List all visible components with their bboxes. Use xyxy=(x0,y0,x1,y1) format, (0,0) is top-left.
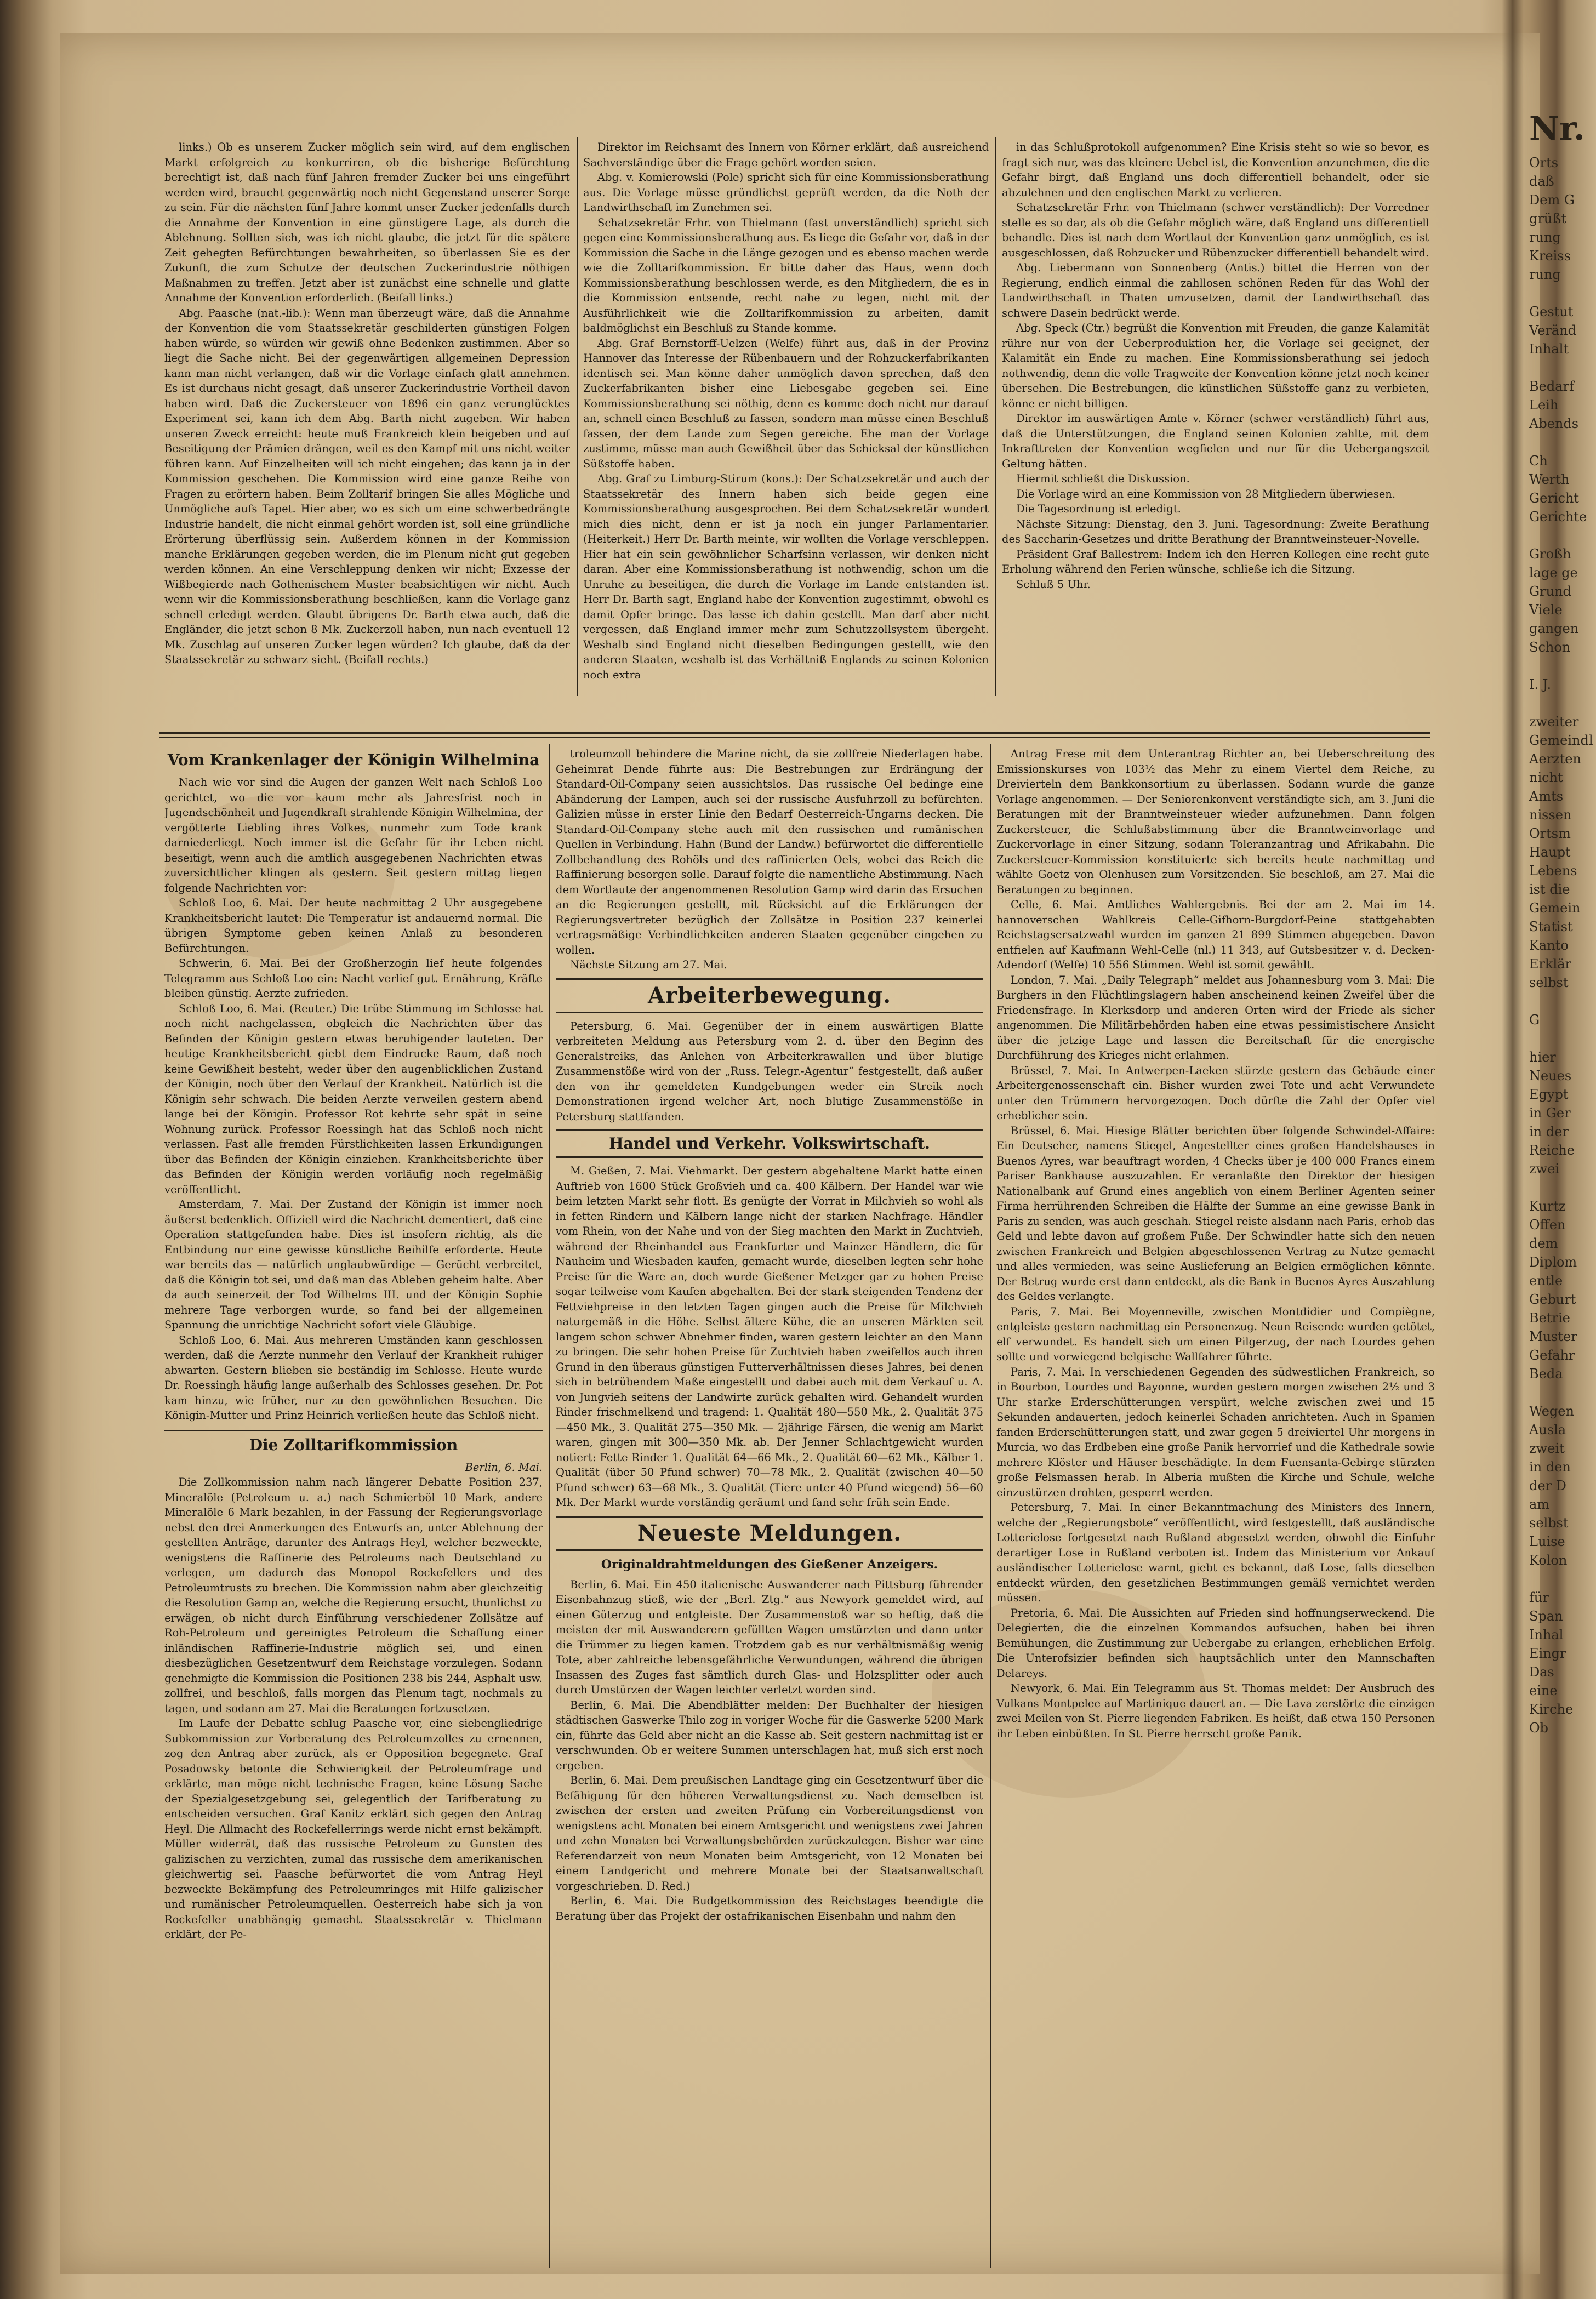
facing-page-line: Gerichte xyxy=(1529,509,1587,524)
facing-page-line: gangen xyxy=(1529,621,1579,636)
facing-page-line: Schon xyxy=(1529,640,1571,655)
news-paragraph: Nach wie vor sind die Augen der ganzen Welt nach Schloß Loo gerichtet, wo die vor kaum mehr als Jahresfrist noch in Jugendschönheit und Jugendkraft strahlende Königin Wilhelmina, der vergötterte Liebling ihres Volkes, nunmehr zum Tode krank darniederliegt. Noch immer ist die Gefahr für ihr Leben nicht beseitigt, wenn auch die amtlich ausgegebenen Nachrichten etwas zuversichtlicher klingen als gestern. Seit gestern mittag liegen folgende Nachrichten vor: xyxy=(164,776,543,894)
news-paragraph: Berlin, 6. Mai. Ein 450 italienische Auswanderer nach Pittsburg führender Eisenbahnzug stieß, wie der „Berl. Ztg.“ aus Newyork gemeldet wird, auf einen Güterzug und entgleiste. Der Zusammenstoß war so heftig, daß die meisten der mit Auswanderern gefüllten Wagen umstürzten und dann unter die Trümmer zu liegen kamen. Trotzdem gab es nur verhältnismäßig wenig Tote, aber zahlreiche lebensgefährliche Verwundungen, während die übrigen Insassen des Zuges fast sämtlich durch Glas- und Holzsplitter oder auch durch Umstürzen der Wagen leichter verletzt worden sind. xyxy=(556,1578,983,1696)
report-paragraph: in das Schlußprotokoll aufgenommen? Eine Krisis steht so wie so bevor, es fragt sich nur, was das kleinere Uebel ist, die Konvention anzunehmen, die die Gefahr birgt, daß England uns doch differentiell behandelt, oder sie abzulehnen und den englischen Markt zu verlieren. xyxy=(1002,141,1429,199)
facing-page-line xyxy=(1529,992,1596,1011)
facing-page-line: Leih xyxy=(1529,397,1559,413)
facing-page-line: in der xyxy=(1529,1124,1569,1139)
report-paragraph: Schatzsekretär Frhr. von Thielmann (schwer verständlich): Der Vorredner stelle es so dar, als ob die Gefahr möglich wäre, daß England uns differentiell behandle. Dies ist nach dem Wortlaut der Konvention ganz unmöglich, es ist ausgeschlossen, daß Rohzucker und Rübenzucker differentiell behandelt wird. xyxy=(1002,201,1429,259)
news-paragraph: Pretoria, 6. Mai. Die Aussichten auf Frieden sind hoffnungserweckend. Die Delegierten, die die einzelnen Kommandos aufsuchen, haben bei ihren Bemühungen, die Zustimmung zur Uebergabe zu erlangen, erheblichen Erfolg. Die Unterofsizier befinden sich hauptsächlich unter den Mannschaften Delareys. xyxy=(996,1606,1435,1680)
column-rule xyxy=(995,137,996,696)
report-paragraph: links.) Ob es unserem Zucker möglich sein wird, auf dem englischen Markt erfolgreich zu konkurriren, ob die bisherige Befürchtung berechtigt ist, daß nach fünf Jahren fremder Zucker bei uns eingeführt werden wird, braucht gegenwärtig noch nicht Gegenstand unserer Sorge zu sein. Für die nächsten fünf Jahre kommt unser Zucker jedenfalls durch die Annahme der Konvention in eine günstigere Lage, als durch die Ablehnung. Sollten sich, was ich nicht glaube, die jetzt für die spätere Zeit gehegten Befürchtungen bewahrheiten, so überlassen Sie es der Zukunft, die zum Schutze der deutschen Zuckerindustrie nöthigen Maßnahmen zu treffen. Jetzt aber ist zunächst eine schnelle und glatte Annahme der Konvention erforderlich. (Beifall links.) xyxy=(164,141,570,304)
facing-page-line: Abends xyxy=(1529,416,1579,431)
facing-page-line xyxy=(1529,1383,1596,1402)
facing-page-line: der D xyxy=(1529,1478,1566,1493)
facing-page-line: Inhalt xyxy=(1529,341,1569,357)
headline-neueste-meldungen: Neueste Meldungen. xyxy=(556,1516,983,1551)
facing-page-line: Kolon xyxy=(1529,1553,1568,1568)
news-paragraph: Berlin, 6. Mai. Die Abendblätter melden: Der Buchhalter der hiesigen städtischen Gaswerke Thilo zog in voriger Woche für die Gaswerke 5200 Mark ein, führte das Geld aber nicht an die Kasse ab. Seit gestern nachmittag ist er verschwunden. Ob er weitere Summen unterschlagen hat, muß sich erst noch ergeben. xyxy=(556,1698,983,1772)
news-paragraph: Nächste Sitzung am 27. Mai. xyxy=(570,959,727,971)
news-paragraph: Paris, 7. Mai. Bei Moyenneville, zwischen Montdidier und Compiègne, entgleiste gestern nachmittag ein Personenzug. Neun Reisende wurden getötet, elf verwundet. Es handelt sich um einen Pilgerzug, der nach Lourdes gehen sollte und vorwiegend belgische Wallfahrer führte. xyxy=(996,1305,1435,1363)
headline-handel-verkehr: Handel und Verkehr. Volkswirtschaft. xyxy=(556,1129,983,1158)
facing-page-line: Statist xyxy=(1529,919,1573,934)
top-column-2 xyxy=(583,140,989,693)
facing-page-line: Diplom xyxy=(1529,1254,1577,1270)
news-paragraph: Brüssel, 6. Mai. Hiesige Blätter berichten über folgende Schwindel-Affaire: Ein Deutscher, namens Stiegel, Angestellter eines großen Handelshauses in Buenos Ayres, war beauftragt worden, 4 Checks über je 400 000 Francs einem Pariser Bankhause auszuzahlen. Er veranlaßte den Direktor der hiesigen Nationalbank auf Grund eines angeblich von einem Berliner Agenten seiner Firma herrührenden Schreiben die Hälfte der Summe an eine gewisse Bank in Paris zu senden, was auch geschah. Stiegel reiste alsdann nach Paris, erhob das Geld und lebte davon auf großem Fuße. Der Schwindler hatte sich den neuen zwischen Frankreich und Belgien abgeschlossenen Vertrag zu Nutze gemacht und alles vermieden, was seine Auslieferung an Belgien ermöglichen könnte. Der Betrug wurde erst dann entdeckt, als die Bank in Buenos Ayres Auszahlung des Geldes verlangte. xyxy=(996,1124,1435,1303)
facing-page-line: Span xyxy=(1529,1608,1563,1624)
headline-zolltarifkommission: Die Zolltarifkommission xyxy=(249,1435,458,1454)
facing-page-line xyxy=(1529,694,1596,712)
news-paragraph: Schloß Loo, 6. Mai. Der heute nachmittag 2 Uhr ausgegebene Krankheitsbericht lautet: Die Temperatur ist andauernd normal. Die übrigen Symptome geben keinen Anlaß zu besonderen Befürchtungen. xyxy=(164,897,543,955)
facing-page-line: Viele xyxy=(1529,602,1563,618)
report-paragraph: Abg. Liebermann von Sonnenberg (Antis.) bittet die Herren von der Regierung, endlich einmal die zahllosen schönen Reden für das Wohl der Landwirthschaft in Thaten umzusetzen, damit der Landwirthschaft das schwere Dasein bedrückt werde. xyxy=(1002,261,1429,320)
report-paragraph: Direktor im Reichsamt des Innern von Körner erklärt, daß ausreichend Sachverständige über die Frage gehört worden seien. xyxy=(583,141,989,169)
facing-page-line: Eingr xyxy=(1529,1646,1566,1661)
facing-page-line xyxy=(1529,1570,1596,1588)
facing-page-line xyxy=(1529,284,1596,303)
news-paragraph: Amsterdam, 7. Mai. Der Zustand der Königin ist immer noch äußerst bedenklich. Offiziell wird die Nachricht dementiert, daß eine Operation stattgefunden habe. Dies ist insofern richtig, als die Entbindung nur eine gewisse künstliche Beihilfe erforderte. Heute war bereits das — natürlich unglaubwürdige — Gerücht verbreitet, daß die Königin tot sei, und daß man das Ableben geheim halte. Aber da auch seinerzeit der Tod Wilhelms III. und der Königin Sophie mehrere Tage verborgen wurde, so fand bei der allgemeinen Spannung die unrichtige Nachricht sofort viele Gläubige. xyxy=(164,1198,543,1331)
facing-page-line: Gemeindl xyxy=(1529,733,1593,748)
report-paragraph: Abg. Paasche (nat.-lib.): Wenn man überzeugt wäre, daß die Annahme der Konvention die vom Staatssekretär geschilderten günstigen Folgen haben würde, so würden wir gewiß ohne Bedenken zustimmen. Aber so liegt die Sache nicht. Bei der gegenwärtigen allgemeinen Depression kann man nicht verlangen, daß wir die Vorlage einfach glatt annehmen. Es ist durchaus nicht gesagt, daß unserer Zuckerindustrie Vortheil davon haben wird. Daß die Zuckersteuer von 1896 ein ganz verunglücktes Experiment sei, kann ich dem Abg. Barth nicht zugeben. Wir haben unseren Zweck erreicht: heute muß Frankreich klein beigeben und auf Beseitigung der Prämien drängen, weil es den Kampf mit uns nicht weiter führen kann. Auf Einzelheiten will ich nicht eingehen; das kann ja in der Kommission geschehen. Die Kommission wird eine ganze Reihe von Fragen zu erörtern haben. Beim Zolltarif bringen Sie alles Mögliche und Unmögliche aufs Tapet. Hier aber, wo es sich um eine schwerbedrängte Industrie handelt, die nicht einmal gehört worden ist, soll eine gründliche Erörterung überflüssig sein. Außerdem können in der Kommission manche Erklärungen gegeben werden, die im Plenum nicht gut gegeben werden können. An eine Verschleppung denken wir nicht; Exzesse der Wißbegierde nach Gothenischem Muster beabsichtigen wir nicht. Auch wenn wir die Kommissionsberathung beschließen, kann die Vorlage ganz schnell erledigt werden. Glaubt übrigens Dr. Barth etwa auch, daß die Engländer, die jetzt schon 8 Mk. Zuckerzoll haben, nun nach eventuell 12 Mk. Zuschlag auf unseren Zucker legen würden? Ich glaube, daß da der Staatssekretär zu schwarz sieht. (Beifall rechts.) xyxy=(164,306,570,666)
facing-page-line: hier xyxy=(1529,1049,1556,1065)
facing-page-line: Werth xyxy=(1529,472,1570,487)
facing-page-line xyxy=(1529,1178,1596,1197)
facing-page-line: nicht xyxy=(1529,770,1563,785)
facing-page-line: Kanto xyxy=(1529,938,1569,953)
facing-page-line: Dem G xyxy=(1529,192,1575,208)
bottom-column-3 xyxy=(996,746,1435,2264)
news-paragraph: Petersburg, 7. Mai. In einer Bekanntmachung des Ministers des Innern, welche der „Regierungsbote“ veröffentlicht, wird festgestellt, daß ausländische Lotterielose fortgesetzt nach Rußland abgesetzt werden, obwohl die Einfuhr derartiger Lose in Rußland verboten ist. Indem das Ministerium vor Ankauf ausländischer Lotterielose warnt, giebt es bekannt, daß Lose, falls dieselben entdeckt würden, den gesetzlichen Bestimmungen gemäß vernichtet werden müssen. xyxy=(996,1501,1435,1604)
news-paragraph: Celle, 6. Mai. Amtliches Wahlergebnis. Bei der am 2. Mai im 14. hannoverschen Wahlkreis Celle-Gifhorn-Burgdorf-Peine stattgehabten Reichstagsersatzwahl wurden im ganzen 21 899 Stimmen abgegeben. Davon entfielen auf Kaufmann Wehl-Celle (nl.) 11 343, auf Gutsbesitzer v. d. Decken-Adendorf (Welfe) 10 556 Stimmen. Wehl ist somit gewählt. xyxy=(996,898,1435,971)
column-rule xyxy=(549,744,550,2268)
top-column-3 xyxy=(1002,140,1429,693)
facing-page-line: I. J. xyxy=(1529,677,1552,692)
facing-page-line: Geburt xyxy=(1529,1292,1576,1307)
report-paragraph: Nächste Sitzung: Dienstag, den 3. Juni. Tagesordnung: Zweite Berathung des Saccharin-Gesetzes und dritte Berathung der Branntweinsteuer-Novelle. xyxy=(1002,517,1429,545)
facing-page-line: Aerzten xyxy=(1529,751,1581,767)
facing-page-line: nissen xyxy=(1529,807,1572,823)
facing-page-line: Betrie xyxy=(1529,1310,1570,1326)
top-column-1 xyxy=(164,140,570,693)
report-paragraph: Abg. Graf zu Limburg-Stirum (kons.): Der Schatzsekretär und auch der Staatssekretär des Innern haben sich beide gegen eine Kommissionsberathung ausgesprochen. Bei dem Schatzsekretär wundert mich dies nicht, denn er ist ja noch ein junger Parlamentarier. (Heiterkeit.) Herr Dr. Barth meinte, wir wollten die Vorlage verschleppen. Hier hat ein sein gewöhnlicher Scharfsinn verlassen, wir denken nicht daran. Aber eine Kommissionsberathung ist nothwendig, schon um die Unruhe zu beseitigen, die durch die Vorlage im Lande entstanden ist. Herr Dr. Barth sagt, England habe der Konvention zugestimmt, obwohl es damit Opfer bringe. Das lasse ich dahin gestellt. Man darf aber nicht vergessen, daß England immer mehr zum Schutzzollsystem übergeht. Weshalb sind England nicht dieselben Bedingungen gestellt, wie den anderen Staaten, weshalb ist das Verhältniß Englands zu seinen Kolonien noch extra xyxy=(583,472,989,681)
facing-page-line: Orts xyxy=(1529,155,1559,170)
facing-page-line: rung xyxy=(1529,267,1561,282)
report-paragraph: Die Tagesordnung ist erledigt. xyxy=(1016,503,1181,515)
facing-page-line: Bedarf xyxy=(1529,379,1574,394)
report-paragraph: Abg. Speck (Ctr.) begrüßt die Konvention mit Freuden, die ganze Kalamität rühre nur von der Ueberproduktion her, die Vorlage sei geeignet, der Kalamität ein Ende zu machen. Eine Kommissionsberathung sei jedoch nothwendig, denn die volle Tragweite der Konvention könne jetzt noch keiner übersehen. Die Bestrebungen, die künstlichen Süßstoffe ganz zu verbieten, könne er nicht billigen. xyxy=(1002,322,1429,410)
facing-page-line: in den xyxy=(1529,1459,1571,1475)
report-paragraph: Hiermit schließt die Diskussion. xyxy=(1016,472,1190,485)
facing-page-line: Kirche xyxy=(1529,1702,1574,1717)
news-paragraph: Antrag Frese mit dem Unterantrag Richter an, bei Ueberschreitung des Emissionskurses von 103½ das Mehr zu einem Viertel dem Reiche, zu Dreivierteln dem Bankkonsortium zu überlassen. Sodann wurde die ganze Vorlage angenommen. — Der Seniorenkonvent verständigte sich, am 3. Juni die Beratungen mit der Branntweinsteuer wieder aufzunehmen. Dann folgen Zuckersteuer, die Schlußabstimmung über die Branntweinvorlage und Zuckervorlage in einer Sitzung, sodann Toleranzantrag und Afrikabahn. Die Zuckersteuer-Kommission konstituierte sich bereits heute nachmittag und wählte Goetz von Olenhusen zum Vorsitzenden. Sie beschloß, am 27. Mai die Beratungen zu beginnen. xyxy=(996,748,1435,896)
facing-page-line: daß xyxy=(1529,174,1554,189)
news-paragraph: Berlin, 6. Mai. Die Budgetkommission des Reichstages beendigte die Beratung über das Projekt der ostafrikanischen Eisenbahn und nahm den xyxy=(556,1895,983,1923)
facing-page-line: zweiter xyxy=(1529,714,1579,729)
column-rule xyxy=(577,137,578,696)
news-paragraph: M. Gießen, 7. Mai. Viehmarkt. Der gestern abgehaltene Markt hatte einen Auftrieb von 1600 Stück Großvieh und ca. 400 Kälbern. Der Handel war wie beim letzten Markt sehr flott. Es genügte der Vorrat in Milchvieh so wohl als in fetten Rindern und Kälbern lange nicht der starken Nachfrage. Händler vom Rhein, von der Nahe und von der Sieg machten den Markt in Zuchtvieh, während der Rheinhandel aus Frankfurter und Mainzer Händlern, die für Nauheim und Wiesbaden kaufen, gemacht wurde, dieselben legten sehr hohe Preise für die Ware an, doch wurde Gießener Metzger gar zu hohen Preise sogar teilweise vom Kaufen abgehalten. Bei der stark steigenden Tendenz der Fettviehpreise in den letzten Tagen gingen auch die Preise für Milchvieh naturgemäß in die Höhe. Selbst ältere Kühe, die an unseren Märkten seit langem schon schwer Abnehmer finden, waren gestern leichter an den Mann zu bringen. Die sehr hohen Preise für Zuchtvieh haben zweifellos auch ihren Grund in den überaus günstigen Futterverhältnissen dieses Jahres, bei denen sich in betrübendem Maße eingestellt und dabei auch mit dem Verkauf u. A. von Jungvieh seitens der Landwirte zurück gehalten wird. Gehandelt wurden Rinder frischmelkend und tragend: 1. Qualität 480—550 Mk., 2. Qualität 375—450 Mk., 3. Qualität 275—350 Mk. — 2jährige Färsen, die wenig am Markt waren, gingen mit 300—350 Mk. ab. Der Jenner Schlachtgewicht wurden notiert: Fette Rinder 1. Qualität 64—66 Mk., 2. Qualität 60—62 Mk., Kälber 1. Qualität (über 50 Pfund schwer) 70—78 Mk., 2. Qualität (zwischen 40—50 Pfund schwer) 63—68 Mk., 3. Qualität (Tiere unter 40 Pfund wiegend) 56—60 Mk. Der Markt wurde vorständig geräumt und fand sehr früh sein Ende. xyxy=(556,1165,983,1509)
facing-page-line: Gefahr xyxy=(1529,1348,1575,1363)
news-paragraph: Schwerin, 6. Mai. Bei der Großherzogin lief heute folgendes Telegramm aus Schloß Loo ein: Nacht verlief gut. Ernährung, Kräfte bleiben günstig. Aerzte zufrieden. xyxy=(164,957,543,1000)
report-paragraph: Schluß 5 Uhr. xyxy=(1016,578,1091,591)
facing-page-line: Ausla xyxy=(1529,1422,1566,1437)
facing-page-line: Großh xyxy=(1529,546,1571,562)
section-divider-thin xyxy=(159,737,1430,738)
facing-page-line: Kreiss xyxy=(1529,248,1571,264)
facing-page-line: Amts xyxy=(1529,789,1564,804)
facing-page-line xyxy=(1529,1029,1596,1048)
news-paragraph: Brüssel, 7. Mai. In Antwerpen-Laeken stürzte gestern das Gebäude einer Arbeitergenossenschaft ein. Bisher wurden zwei Tote und acht Verwundete unter den Trümmern hervorgezogen. Doch dürfte die Zahl der Opfer viel erheblicher sein. xyxy=(996,1064,1435,1122)
facing-page-line: Neues xyxy=(1529,1068,1572,1083)
facing-page-title: Nr. xyxy=(1529,110,1585,148)
facing-page-line xyxy=(1529,526,1596,545)
facing-page-line: entle xyxy=(1529,1273,1563,1288)
facing-page-line xyxy=(1529,657,1596,675)
facing-page-line: Ob xyxy=(1529,1720,1549,1736)
article-divider xyxy=(164,1430,543,1431)
report-paragraph: Die Vorlage wird an eine Kommission von 28 Mitgliedern überwiesen. xyxy=(1016,487,1396,500)
bottom-column-2 xyxy=(556,746,983,2264)
facing-page-line: zwei xyxy=(1529,1161,1560,1177)
news-paragraph: Schloß Loo, 6. Mai. (Reuter.) Die trübe Stimmung im Schlosse hat noch nicht nachgelassen, obgleich die Nachrichten über das Befinden der Königin gestern etwas beruhigender lauteten. Der heutige Krankheitsbericht giebt dem Eindrucke Raum, daß noch keine Gewißheit besteht, weder über den augenblicklichen Zustand der Königin, noch über den Verlauf der Krankheit. Natürlich ist die Königin sehr schwach. Die beiden Aerzte verweilen gestern abend lange bei der Königin. Professor Rot kehrte sehr spät in seine Wohnung zurück. Professor Roessingh hat das Schloß noch nicht verlassen. Fast alle fremden Fürstlichkeiten lassen Erkundigungen über das Befinden der Königin einziehen. Krankheitsberichte über das Befinden der Königin werden vorläufig noch regelmäßig veröffentlicht. xyxy=(164,1002,543,1196)
news-paragraph: Paris, 7. Mai. In verschiedenen Gegenden des südwestlichen Frankreich, so in Bourbon, Lourdes und Bayonne, wurden gestern morgen zwischen 2½ und 3 Uhr starke Erderschütterungen verspürt, welche zwischen zwei und 15 Sekunden andauerten, jedoch keinerlei Schaden anrichteten. Auch in Spanien fanden Erderschütterungen statt, und zwar gegen 5 dreiviertel Uhr morgens in Murcia, wo das Erdbeben eine große Panik hervorrief und die Kathedrale sowie mehrere Klöster und Häuser beschädigte. In dem Fuensanta-Gebirge stürzten große Felsmassen herab. In Alberia mußten die Kirche und Schule, welche einzustürzen drohten, gesperrt werden. xyxy=(996,1365,1435,1499)
news-paragraph: Im Laufe der Debatte schlug Paasche vor, eine siebengliedrige Subkommission zur Vorberatung des Petroleumzolles zu ernennen, zog den Antrag aber zurück, als er Opposition begegnete. Graf Posadowsky betonte die Schwierigkeit der Petroleumfrage und erklärte, man möge nicht technische Fragen, keine Lösung Sache der Spezialgesetzgebung sei, gelegentlich der Tarifberatung zu entscheiden versuchen. Graf Kanitz erklärt sich gegen den Antrag Heyl. Die Allmacht des Rockefellerrings werde nicht ernst bekämpft. Müller widerrät, daß das russische Petroleum zu Gunsten des galizischen zu verzichten, zumal das russische dem amerikanischen gleichwertig sei. Paasche befürwortet die vom Antrag Heyl bezweckte Bekämpfung des Petroleumringes mit Hilfe galizischer und rumänischer Petroleumquellen. Oesterreich habe sich ja von Rockefeller unabhängig gemacht. Staatssekretär v. Thielmann erklärt, der Pe- xyxy=(164,1717,543,1941)
facing-page-lines xyxy=(1529,153,1596,1737)
subhead-originaldrahtmeldungen: Originaldrahtmeldungen des Gießener Anzeigers. xyxy=(601,1557,938,1572)
facing-page-line: selbst xyxy=(1529,1515,1569,1531)
report-paragraph: Abg. v. Komierowski (Pole) spricht sich für eine Kommissionsberathung aus. Die Vorlage müsse gründlichst geprüft werden, da die Noth der Landwirthschaft im Zunehmen sei. xyxy=(583,171,989,214)
facing-page-line: Inhal xyxy=(1529,1627,1564,1642)
news-paragraph: Newyork, 6. Mai. Ein Telegramm aus St. Thomas meldet: Der Ausbruch des Vulkans Montpelee auf Martinique dauert an. — Die Lava zerstörte die einzigen zwei Meilen von St. Pierre liegenden Fabriken. Es heißt, daß etwa 150 Personen ihr Leben einbüßten. In St. Pierre herrscht große Panik. xyxy=(996,1682,1435,1740)
facing-page-line: Das xyxy=(1529,1664,1554,1680)
report-paragraph: Direktor im auswärtigen Amte v. Körner (schwer verständlich) führt aus, daß die Unterstützungen, die England seinen Kolonien zahlte, mit dem Inkrafttreten der Konvention wegfielen und nur für die Uebergangszeit Geltung hätten. xyxy=(1002,412,1429,470)
facing-page-line: Luise xyxy=(1529,1534,1565,1549)
facing-page-sliver xyxy=(1529,110,1596,2274)
facing-page-line: zweit xyxy=(1529,1441,1565,1456)
facing-page-line: Lebens xyxy=(1529,863,1577,878)
facing-page-line: Haupt xyxy=(1529,845,1571,860)
facing-page-line: Gestut xyxy=(1529,304,1574,320)
facing-page-line: Reiche xyxy=(1529,1143,1575,1158)
facing-page-line: lage ge xyxy=(1529,565,1578,580)
facing-page-line: Veränd xyxy=(1529,323,1576,338)
facing-page-line: Erklär xyxy=(1529,956,1571,972)
facing-page-line: Gemein xyxy=(1529,900,1581,916)
facing-page-line: ist die xyxy=(1529,882,1570,897)
facing-page-line: grüßt xyxy=(1529,211,1566,226)
column-rule xyxy=(990,744,991,2268)
facing-page-line: eine xyxy=(1529,1683,1558,1698)
facing-page-line: Wegen xyxy=(1529,1404,1574,1419)
facing-page-line: Offen xyxy=(1529,1217,1566,1233)
book-spine-shadow xyxy=(1502,0,1524,2299)
facing-page-line: selbst xyxy=(1529,975,1569,990)
bottom-column-1 xyxy=(164,746,543,2264)
news-paragraph: Petersburg, 6. Mai. Gegenüber der in einem auswärtigen Blatte verbreiteten Meldung aus Petersburg vom 2. d. über den Beginn des Generalstreiks, das Anlehen von Arbeiterkrawallen und über blutige Zusammenstöße wird von der „Russ. Telegr.-Agentur“ festgestellt, daß außer den von ihr gemeldeten Kundgebungen weder ein Streik noch Demonstrationen irgend welcher Art, noch blutige Zusammenstöße in Petersburg stattfanden. xyxy=(556,1019,983,1123)
facing-page-line: in Ger xyxy=(1529,1105,1571,1121)
report-paragraph: Schatzsekretär Frhr. von Thielmann (fast unverständlich) spricht sich gegen eine Kommissionsberathung aus. Es liege die Gefahr vor, daß in der Kommission die Sache in die Länge gezogen und es ebenso machen werde wie die Zolltarifkommission. Er bitte daher das Haus, wenn doch Kommissionsberathung beschlossen werde, es den Mitgliedern, die es in die Kommission entsende, recht nahe zu legen, nicht mit der Ausführlichkeit wie die Zolltarifkommission zu arbeiten, damit baldmöglichst ein Beschluß zu Stande komme. xyxy=(583,216,989,334)
news-paragraph: Berlin, 6. Mai. Dem preußischen Landtage ging ein Gesetzentwurf über die Befähigung für den höheren Verwaltungsdienst zu. Nach demselben ist zwischen der ersten und zweiten Prüfung ein Vorbereitungsdienst von wenigstens acht Monaten bei einem Amtsgericht und wenigstens zwei Jahren und zehn Monaten bei Verwaltungsbehörden zurückzulegen. Bisher war eine Referendarzeit von neun Monaten beim Amtsgericht, von 12 Monaten bei einem Landgericht und mehrere Monate bei der Staatsanwaltschaft vorgeschrieben. D. Red.) xyxy=(556,1774,983,1892)
facing-page-line: Gericht xyxy=(1529,490,1580,506)
facing-page-line: Beda xyxy=(1529,1366,1563,1382)
headline-koenigin: Vom Krankenlager der Königin Wilhelmina xyxy=(167,751,540,769)
facing-page-line: Ch xyxy=(1529,453,1548,469)
news-paragraph: Schloß Loo, 6. Mai. Aus mehreren Umständen kann geschlossen werden, daß die Aerzte nunmehr den Verlauf der Krankheit ruhiger abwarten. Gestern blieben sie beständig im Schlosse. Heute wurde Dr. Roessingh häufig lange außerhalb des Schlosses gesehen. Dr. Pot kam hinzu, wie früher, nur zu den gewöhnlichen Besuchen. Die Königin-Mutter und Prinz Heinrich verließen heute das Schloß nicht. xyxy=(164,1333,543,1422)
facing-page-line: Ortsm xyxy=(1529,826,1571,841)
facing-page-line: am xyxy=(1529,1497,1550,1512)
facing-page-line: dem xyxy=(1529,1236,1558,1251)
facing-page-line: Kurtz xyxy=(1529,1199,1566,1214)
news-paragraph: Die Zollkommission nahm nach längerer Debatte Position 237, Mineralöle (Petroleum u. a.) nach Schmierböl 10 Mark, andere Mineralöle 6 Mark bezahlen, in der Fassung der Regierungsvorlage nebst den drei Anmerkungen des Entwurfs an, unter Ablehnung der gestellten Anträge, darunter des Antrags Heyl, welcher bezweckte, wenigstens die Raffinerie des Petroleums nach Deutschland zu verlegen, um dadurch das Monopol Rockefellers und des Petroleumtrusts zu brechen. Die Kommission nahm aber gleichzeitig die Resolution Gamp an, welche die Regierung ersucht, thunlichst zu erwägen, ob nicht durch Einführung verschiedener Zollsätze auf Roh-Petroleum und gereinigtes Petroleum die Schaffung einer inländischen Raffinerie-Industrie möglich sei, und einen diesbezüglichen Gesetzentwurf dem Reichstage vorzulegen. Sodann genehmigte die Kommission die Positionen 238 bis 244, Asphalt usw. zollfrei, und beschloß, falls morgen das Plenum tagt, nochmals zu tagen, und sodann am 27. Mai die Beratungen fortzusetzen. xyxy=(164,1476,543,1715)
facing-page-line: Muster xyxy=(1529,1329,1577,1344)
facing-page-line: Grund xyxy=(1529,584,1571,599)
news-paragraph: London, 7. Mai. „Daily Telegraph“ meldet aus Johannesburg vom 3. Mai: Die Burghers in den Flüchtlingslagern haben anscheinend keinen Zweifel über die Friedensfrage. In Klerksdorp und anderen Orten wird der Friede als sicher angenommen. Die Militärbehörden haben eine etwas pessimistischere Ansicht über die jetzige Lage und lassen die Bereitschaft für die energische Durchführung des Krieges nicht erlahmen. xyxy=(996,973,1435,1062)
facing-page-line xyxy=(1529,433,1596,452)
facing-page-line: Egypt xyxy=(1529,1087,1569,1102)
facing-page-line xyxy=(1529,358,1596,377)
facing-page-line: rung xyxy=(1529,230,1561,245)
report-paragraph: Präsident Graf Ballestrem: Indem ich den Herren Kollegen eine recht gute Erholung während den Ferien wünsche, schließe ich die Sitzung. xyxy=(1002,547,1429,575)
report-paragraph: Abg. Graf Bernstorff-Uelzen (Welfe) führt aus, daß in der Provinz Hannover das Interesse der Rübenbauern und der Rohzuckerfabrikanten identisch sei. Man könne daher unmöglich davon sprechen, daß den Zuckerfabrikanten bisher eine Liebesgabe gegeben sei. Eine Kommissionsberathung sei nöthig, denn es komme doch nicht nur darauf an, schnell einen Beschluß zu fassen, sondern man müsse einen Beschluß fassen, der dem Lande zum Segen gereiche. Ehe man der Vorlage zustimme, müsse man auch Gewißheit über das Schicksal der künstlichen Süßstoffe haben. xyxy=(583,336,989,470)
news-paragraph: troleumzoll behindere die Marine nicht, da sie zollfreie Niederlagen habe. Geheimrat Dende führte aus: Die Bestrebungen zur Erdrängung der Standard-Oil-Company seien aussichtslos. Das russische Oel bedinge eine Abänderung der Lampen, auch sei der russische Ausfuhrzoll zu befürchten. Galizien müsse in erster Linie den Bedarf Oesterreich-Ungarns decken. Die Standard-Oil-Company stehe auch mit den russischen und rumänischen Quellen in Verbindung. Hahn (Bund der Landw.) befürwortet die differentielle Zollbehandlung des Rohöls und des raffinierten Oels, wobei das Reich die Raffinierung besorgen solle. Darauf folgte die namentliche Abstimmung. Nach dem Wortlaute der angenommenen Resolution Gamp wird darin das Ersuchen an die Regierungen gestellt, mit Rücksicht auf die Erklärungen der Regierungsvertreter bezüglich der Zollsätze in Position 237 keinerlei vertragsmäßige Verbindlichkeiten anderen Staaten gegenüber eingehen zu wollen. xyxy=(556,748,983,956)
dateline: Berlin, 6. Mai. xyxy=(465,1461,543,1474)
headline-arbeiterbewegung: Arbeiterbewegung. xyxy=(556,978,983,1013)
section-divider xyxy=(159,732,1430,734)
facing-page-line: G xyxy=(1529,1012,1540,1028)
facing-page-line: für xyxy=(1529,1590,1549,1605)
